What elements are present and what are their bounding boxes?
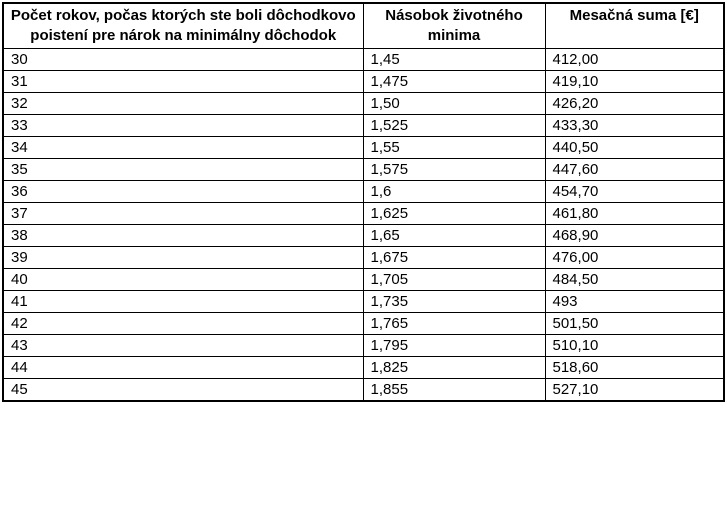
- cell-years: 38: [3, 225, 363, 247]
- cell-monthly-sum: 440,50: [545, 137, 724, 159]
- cell-monthly-sum: 454,70: [545, 181, 724, 203]
- cell-multiple: 1,795: [363, 335, 545, 357]
- cell-multiple: 1,825: [363, 357, 545, 379]
- minimum-pension-table: [2, 2, 725, 402]
- cell-years: 37: [3, 203, 363, 225]
- table-row: [3, 137, 724, 159]
- cell-monthly-sum: 468,90: [545, 225, 724, 247]
- cell-monthly-sum: 501,50: [545, 313, 724, 335]
- cell-multiple: 1,65: [363, 225, 545, 247]
- cell-years: 32: [3, 93, 363, 115]
- cell-multiple: 1,675: [363, 247, 545, 269]
- table-row: [3, 269, 724, 291]
- cell-monthly-sum: 527,10: [545, 379, 724, 402]
- cell-multiple: 1,705: [363, 269, 545, 291]
- page-content: [2, 2, 727, 402]
- table-row: [3, 335, 724, 357]
- table-row: [3, 379, 724, 402]
- cell-monthly-sum: 461,80: [545, 203, 724, 225]
- cell-multiple: 1,855: [363, 379, 545, 402]
- header-multiple: Násobok životného minima: [363, 3, 545, 49]
- pension-table-body: [3, 49, 724, 402]
- cell-multiple: 1,475: [363, 71, 545, 93]
- table-row: [3, 93, 724, 115]
- table-row: [3, 247, 724, 269]
- table-row: [3, 49, 724, 71]
- table-row: [3, 181, 724, 203]
- cell-years: 30: [3, 49, 363, 71]
- cell-monthly-sum: 493: [545, 291, 724, 313]
- header-row: [3, 3, 724, 49]
- cell-years: 35: [3, 159, 363, 181]
- cell-multiple: 1,55: [363, 137, 545, 159]
- cell-monthly-sum: 412,00: [545, 49, 724, 71]
- header-monthly-sum: Mesačná suma [€]: [545, 3, 724, 49]
- table-row: [3, 203, 724, 225]
- cell-multiple: 1,45: [363, 49, 545, 71]
- cell-monthly-sum: 426,20: [545, 93, 724, 115]
- cell-years: 40: [3, 269, 363, 291]
- cell-years: 43: [3, 335, 363, 357]
- table-row: [3, 225, 724, 247]
- table-row: [3, 291, 724, 313]
- table-row: [3, 313, 724, 335]
- cell-monthly-sum: 518,60: [545, 357, 724, 379]
- cell-years: 31: [3, 71, 363, 93]
- cell-multiple: 1,625: [363, 203, 545, 225]
- cell-monthly-sum: 447,60: [545, 159, 724, 181]
- table-row: [3, 159, 724, 181]
- cell-years: 42: [3, 313, 363, 335]
- cell-multiple: 1,6: [363, 181, 545, 203]
- cell-monthly-sum: 484,50: [545, 269, 724, 291]
- cell-multiple: 1,575: [363, 159, 545, 181]
- header-years: Počet rokov, počas ktorých ste boli dôchodkovo poistení pre nárok na minimálny dôchodok: [3, 3, 363, 49]
- cell-years: 45: [3, 379, 363, 402]
- cell-multiple: 1,525: [363, 115, 545, 137]
- table-header: [3, 3, 724, 49]
- cell-years: 33: [3, 115, 363, 137]
- cell-monthly-sum: 419,10: [545, 71, 724, 93]
- cell-years: 44: [3, 357, 363, 379]
- cell-years: 41: [3, 291, 363, 313]
- table-row: [3, 357, 724, 379]
- cell-multiple: 1,765: [363, 313, 545, 335]
- cell-monthly-sum: 476,00: [545, 247, 724, 269]
- table-row: [3, 71, 724, 93]
- table-row: [3, 115, 724, 137]
- cell-monthly-sum: 510,10: [545, 335, 724, 357]
- cell-years: 39: [3, 247, 363, 269]
- cell-multiple: 1,735: [363, 291, 545, 313]
- cell-monthly-sum: 433,30: [545, 115, 724, 137]
- cell-years: 34: [3, 137, 363, 159]
- cell-years: 36: [3, 181, 363, 203]
- cell-multiple: 1,50: [363, 93, 545, 115]
